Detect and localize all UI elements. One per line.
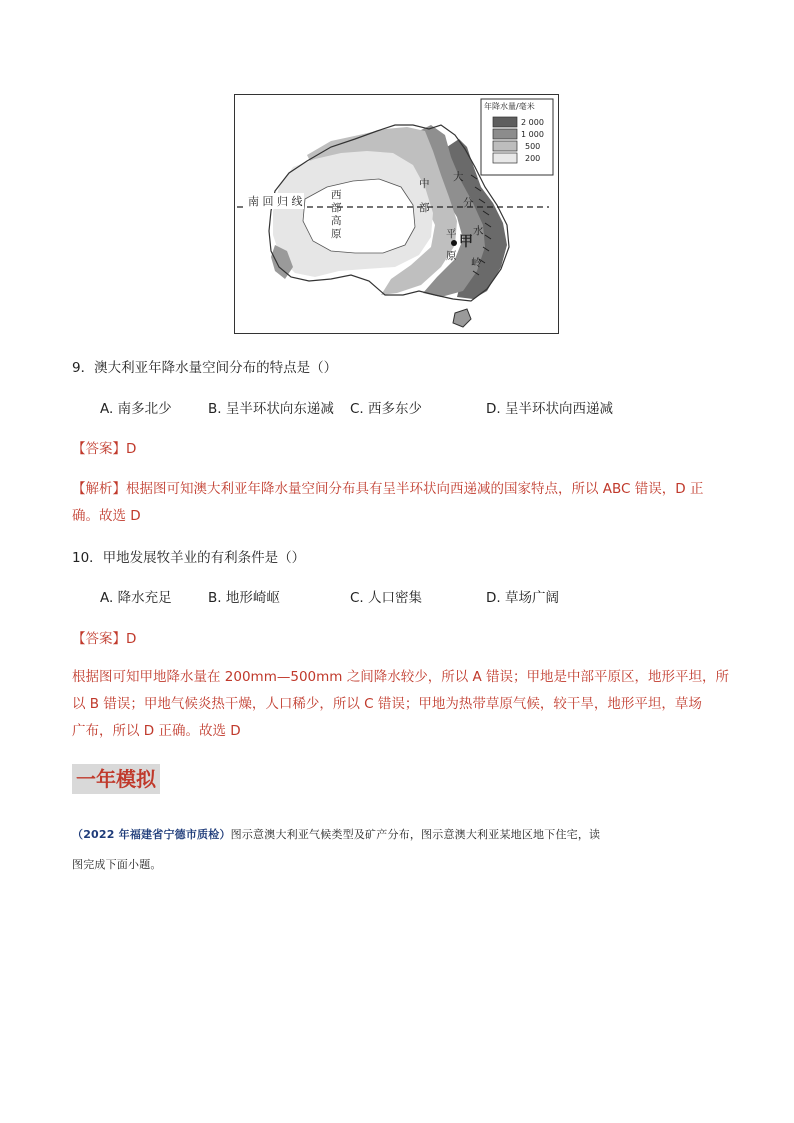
plateau-char-2: 部 bbox=[331, 202, 342, 214]
west-plateau-label bbox=[331, 189, 343, 241]
q9-stem: 9．澳大利亚年降水量空间分布的特点是（） bbox=[72, 360, 338, 376]
central-char-2: 部 bbox=[419, 202, 430, 214]
q10-option-d[interactable]: D. 草场广阔 bbox=[486, 590, 559, 606]
q9-analysis-label: 【解析】 bbox=[72, 481, 126, 497]
q10-option-a[interactable]: A. 降水充足 bbox=[100, 590, 172, 606]
q9-option-d[interactable]: D. 呈半环状向西递减 bbox=[486, 401, 613, 417]
q10-explanation-line1: 根据图可知甲地降水量在 200mm—500mm 之间降水较少，所以 A 错误；甲地是中部平原区，地形平坦，所 bbox=[72, 669, 730, 685]
q10-stem: 10．甲地发展牧羊业的有利条件是（） bbox=[72, 550, 306, 566]
q9-answer bbox=[72, 440, 136, 458]
plateau-char-1: 西 bbox=[331, 189, 342, 201]
q9-option-b[interactable]: B. 呈半环状向东递减 bbox=[208, 401, 334, 417]
legend-label-200: 200 bbox=[525, 154, 541, 163]
q9-analysis-line1: 根据图可知澳大利亚年降水量空间分布具有呈半环状向西递减的国家特点，所以 ABC 错误，D 正 bbox=[126, 481, 704, 497]
q9-option-c[interactable]: C. 西多东少 bbox=[350, 401, 423, 417]
central-label bbox=[419, 177, 431, 215]
divide-char-3: 水 bbox=[473, 225, 484, 237]
central-char-1: 中 bbox=[419, 178, 430, 190]
q9-analysis bbox=[72, 476, 732, 530]
q10-answer-label: 【答案】 bbox=[72, 631, 126, 647]
plain-char-1: 平 bbox=[446, 228, 457, 240]
legend-label-500: 500 bbox=[525, 142, 541, 151]
q9-analysis-line2: 确。故选 D bbox=[72, 508, 141, 524]
divide-char-1: 大 bbox=[453, 171, 464, 183]
site-jia-label: 甲 bbox=[459, 234, 473, 250]
tropic-label: 南 回 归 线 bbox=[248, 195, 303, 208]
q9-answer-value: D bbox=[126, 441, 137, 457]
q10-explanation-line2: 以 B 错误；甲地气候炎热干燥，人口稀少，所以 C 错误；甲地为热带草原气候，较干旱，地形平坦，草场 bbox=[72, 696, 702, 712]
q10-explanation-line3: 广布，所以 D 正确。故选 D bbox=[72, 723, 241, 739]
legend-label-1000: 1 000 bbox=[521, 130, 544, 139]
legend-label-2000: 2 000 bbox=[521, 118, 544, 127]
q10-explanation bbox=[72, 664, 732, 745]
next-set-intro bbox=[72, 820, 732, 880]
q10-answer bbox=[72, 630, 136, 648]
plain-char-2: 原 bbox=[446, 250, 457, 262]
q9-option-a[interactable]: A. 南多北少 bbox=[100, 401, 172, 417]
intro-line2: 图完成下面小题。 bbox=[72, 858, 162, 871]
legend-title: 年降水量/毫米 bbox=[484, 102, 535, 111]
divide-range-label bbox=[453, 169, 513, 279]
q9-answer-label: 【答案】 bbox=[72, 441, 126, 457]
section-title: 一年模拟 bbox=[72, 764, 160, 794]
plateau-char-3: 高 bbox=[331, 215, 342, 227]
divide-char-4: 岭 bbox=[471, 257, 482, 269]
q10-option-b[interactable]: B. 地形崎岖 bbox=[208, 590, 280, 606]
divide-char-2: 分 bbox=[463, 197, 474, 209]
intro-source: （2022 年福建省宁德市质检） bbox=[72, 828, 231, 841]
tasmania bbox=[453, 309, 471, 327]
q10-option-c[interactable]: C. 人口密集 bbox=[350, 590, 423, 606]
plateau-char-4: 原 bbox=[331, 228, 342, 240]
q10-answer-value: D bbox=[126, 631, 137, 647]
intro-line1: 图示意澳大利亚气候类型及矿产分布，图示意澳大利亚某地区地下住宅，读 bbox=[230, 828, 601, 841]
rainfall-map bbox=[234, 94, 559, 334]
